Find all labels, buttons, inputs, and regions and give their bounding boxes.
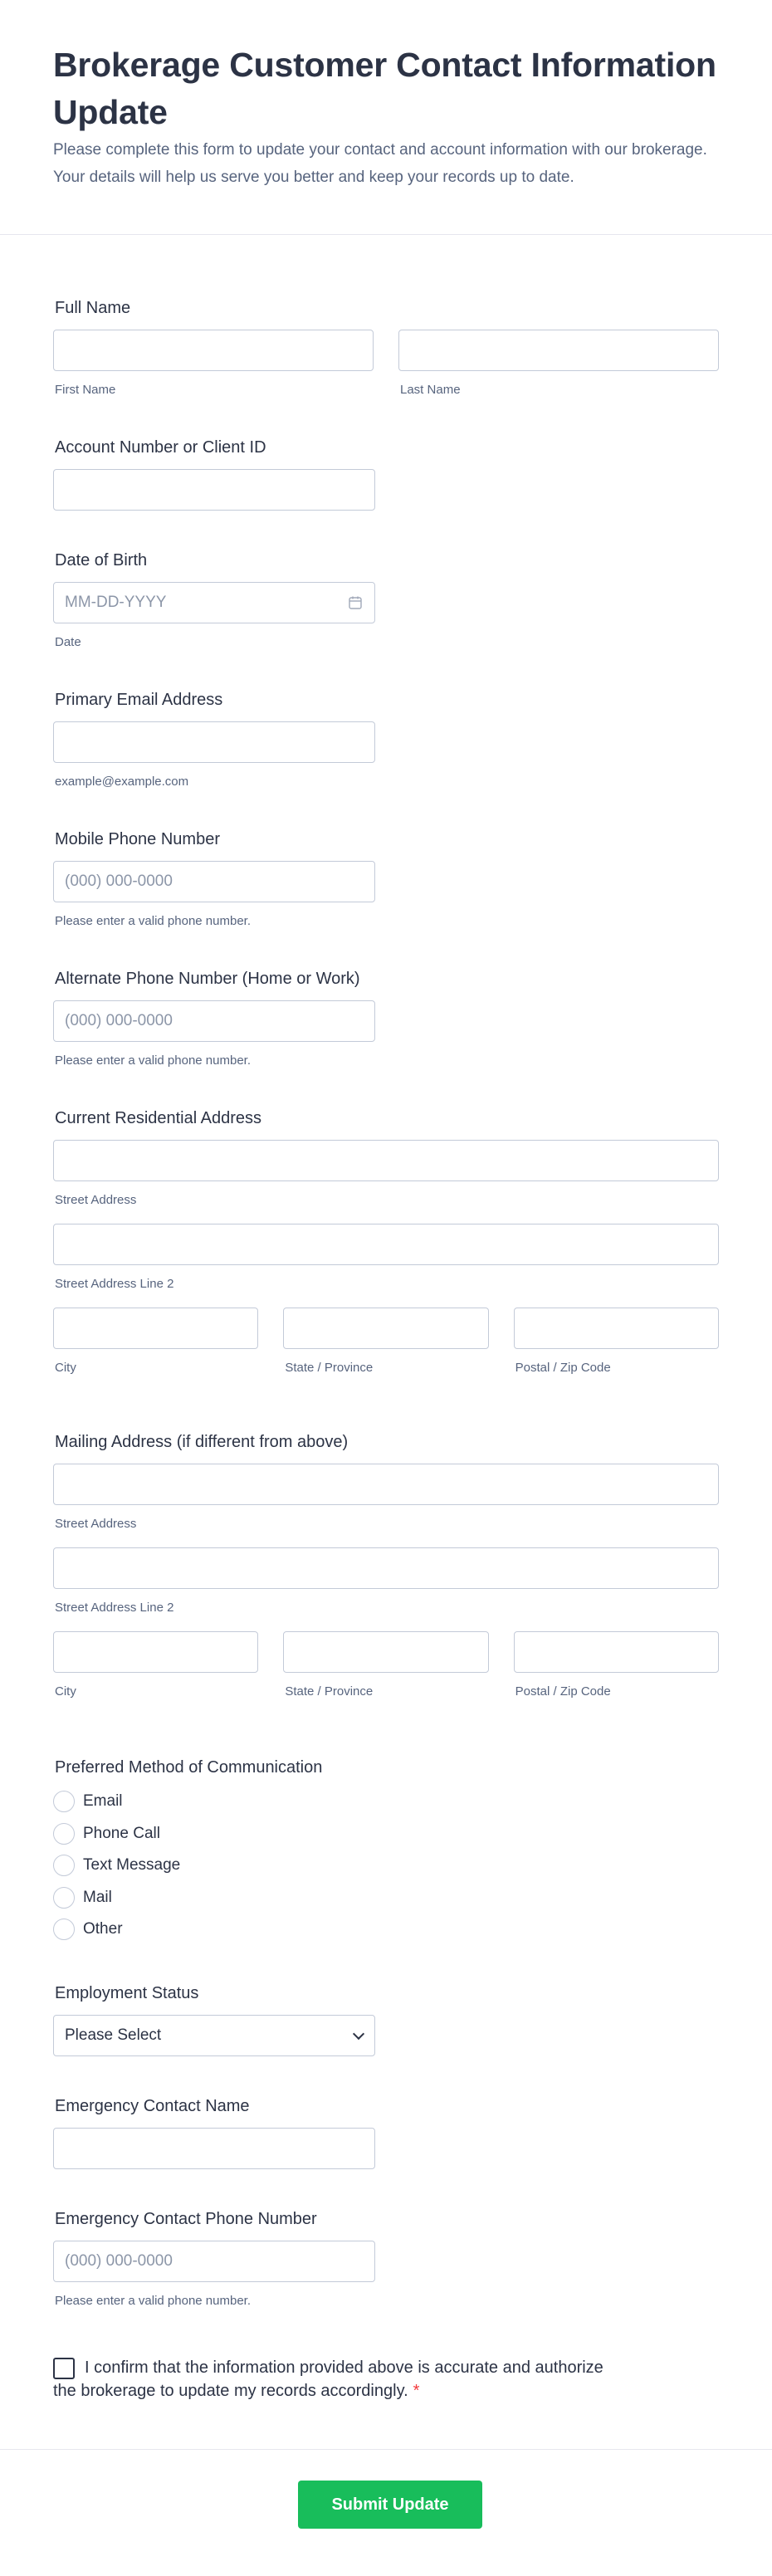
mobile-input[interactable]: [53, 861, 375, 902]
mailing-state-sublabel: State / Province: [285, 1684, 374, 1699]
dob-label: Date of Birth: [55, 551, 148, 569]
emergency-phone-question: [53, 2210, 719, 2308]
employment-selected-value: Please Select: [65, 2026, 162, 2044]
dob-input[interactable]: [53, 582, 375, 623]
residential-zip-input[interactable]: [514, 1308, 719, 1349]
residential-street2-sublabel: Street Address Line 2: [55, 1277, 174, 1291]
alt-phone-placeholder: (000) 000-0000: [65, 1012, 173, 1029]
required-asterisk: *: [413, 2382, 420, 2400]
footer-divider: [0, 2449, 772, 2450]
emergency-name-label: Emergency Contact Name: [55, 2097, 250, 2115]
full-name-question: [53, 299, 719, 397]
calendar-icon[interactable]: [348, 595, 363, 610]
radio-label: Other: [83, 1920, 123, 1938]
dob-sublabel: Date: [55, 635, 81, 649]
mailing-zip-sublabel: Postal / Zip Code: [515, 1684, 611, 1699]
radio-circle[interactable]: [53, 1887, 75, 1909]
residential-street-input[interactable]: [53, 1140, 719, 1181]
mailing-address-label: Mailing Address (if different from above): [55, 1433, 349, 1451]
email-input[interactable]: [53, 721, 375, 763]
emergency-phone-placeholder: (000) 000-0000: [65, 2252, 173, 2270]
account-label: Account Number or Client ID: [55, 438, 266, 457]
mobile-placeholder: (000) 000-0000: [65, 873, 173, 890]
mobile-sublabel: Please enter a valid phone number.: [55, 914, 251, 928]
alt-phone-question: [53, 970, 719, 1068]
residential-zip-sublabel: Postal / Zip Code: [515, 1361, 611, 1375]
radio-circle[interactable]: [53, 1791, 75, 1812]
radio-option[interactable]: [53, 1882, 719, 1914]
emergency-phone-sublabel: Please enter a valid phone number.: [55, 2294, 251, 2308]
mailing-state-input[interactable]: [283, 1631, 488, 1673]
residential-city-sublabel: City: [55, 1361, 76, 1375]
mailing-street2-input[interactable]: [53, 1547, 719, 1589]
mailing-city-sublabel: City: [55, 1684, 76, 1699]
email-label: Primary Email Address: [55, 691, 223, 709]
emergency-name-input[interactable]: [53, 2128, 375, 2169]
first-name-input[interactable]: [53, 330, 374, 371]
communication-label: Preferred Method of Communication: [55, 1758, 323, 1777]
last-name-input[interactable]: [398, 330, 719, 371]
emergency-name-question: [53, 2097, 719, 2169]
radio-option[interactable]: [53, 1786, 719, 1818]
mailing-zip-input[interactable]: [514, 1631, 719, 1673]
form-title: Brokerage Customer Contact Information Update: [53, 46, 716, 131]
dob-placeholder: MM-DD-YYYY: [65, 594, 167, 611]
employment-select[interactable]: [53, 2015, 375, 2056]
form-description: Please complete this form to update your contact and account information with our brokerage. Your details will help us serve you better and keep your records up to date.: [53, 141, 707, 186]
residential-address-label: Current Residential Address: [55, 1109, 262, 1127]
radio-option[interactable]: [53, 1914, 719, 1946]
radio-label: Mail: [83, 1888, 112, 1906]
confirm-text-line1: I confirm that the information provided above is accurate and authorize: [85, 2358, 603, 2377]
radio-label: Email: [83, 1792, 123, 1811]
mailing-street-sublabel: Street Address: [55, 1517, 137, 1531]
employment-question: [53, 1984, 719, 2056]
radio-option[interactable]: [53, 1818, 719, 1850]
account-question: [53, 438, 719, 511]
alt-phone-sublabel: Please enter a valid phone number.: [55, 1053, 251, 1068]
email-question: [53, 691, 719, 789]
residential-street2-input[interactable]: [53, 1224, 719, 1265]
alt-phone-label: Alternate Phone Number (Home or Work): [55, 970, 360, 988]
first-name-sublabel: First Name: [55, 383, 116, 397]
mailing-street2-sublabel: Street Address Line 2: [55, 1601, 174, 1615]
confirm-text-block: [53, 2356, 603, 2402]
emergency-phone-label: Emergency Contact Phone Number: [55, 2210, 317, 2228]
radio-option[interactable]: [53, 1850, 719, 1882]
communication-question: [53, 1758, 719, 1946]
alt-phone-input[interactable]: [53, 1000, 375, 1042]
residential-state-input[interactable]: [283, 1308, 488, 1349]
dob-question: [53, 551, 719, 649]
chevron-down-icon: [353, 2028, 364, 2040]
residential-city-input[interactable]: [53, 1308, 258, 1349]
radio-label: Phone Call: [83, 1824, 160, 1842]
residential-address-question: [53, 1109, 719, 1375]
mobile-label: Mobile Phone Number: [55, 830, 220, 848]
residential-street-sublabel: Street Address: [55, 1193, 137, 1207]
submit-button[interactable]: Submit Update: [298, 2481, 482, 2529]
radio-circle[interactable]: [53, 1823, 75, 1845]
full-name-label: Full Name: [55, 299, 131, 317]
radio-label: Text Message: [83, 1856, 181, 1875]
mailing-city-input[interactable]: [53, 1631, 258, 1673]
form-header: [0, 0, 772, 235]
last-name-sublabel: Last Name: [400, 383, 461, 397]
confirm-text-line2: the brokerage to update my records accordingly.: [53, 2382, 408, 2400]
emergency-phone-input[interactable]: [53, 2241, 375, 2282]
mobile-question: [53, 830, 719, 928]
mailing-street-input[interactable]: [53, 1464, 719, 1505]
employment-label: Employment Status: [55, 1984, 199, 2002]
communication-options: [53, 1786, 719, 1946]
radio-circle[interactable]: [53, 1855, 75, 1876]
residential-state-sublabel: State / Province: [285, 1361, 374, 1375]
mailing-address-question: [53, 1433, 719, 1699]
account-input[interactable]: [53, 469, 375, 511]
email-sublabel: example@example.com: [55, 775, 189, 789]
confirm-question: [53, 2356, 719, 2402]
radio-circle[interactable]: [53, 1919, 75, 1940]
